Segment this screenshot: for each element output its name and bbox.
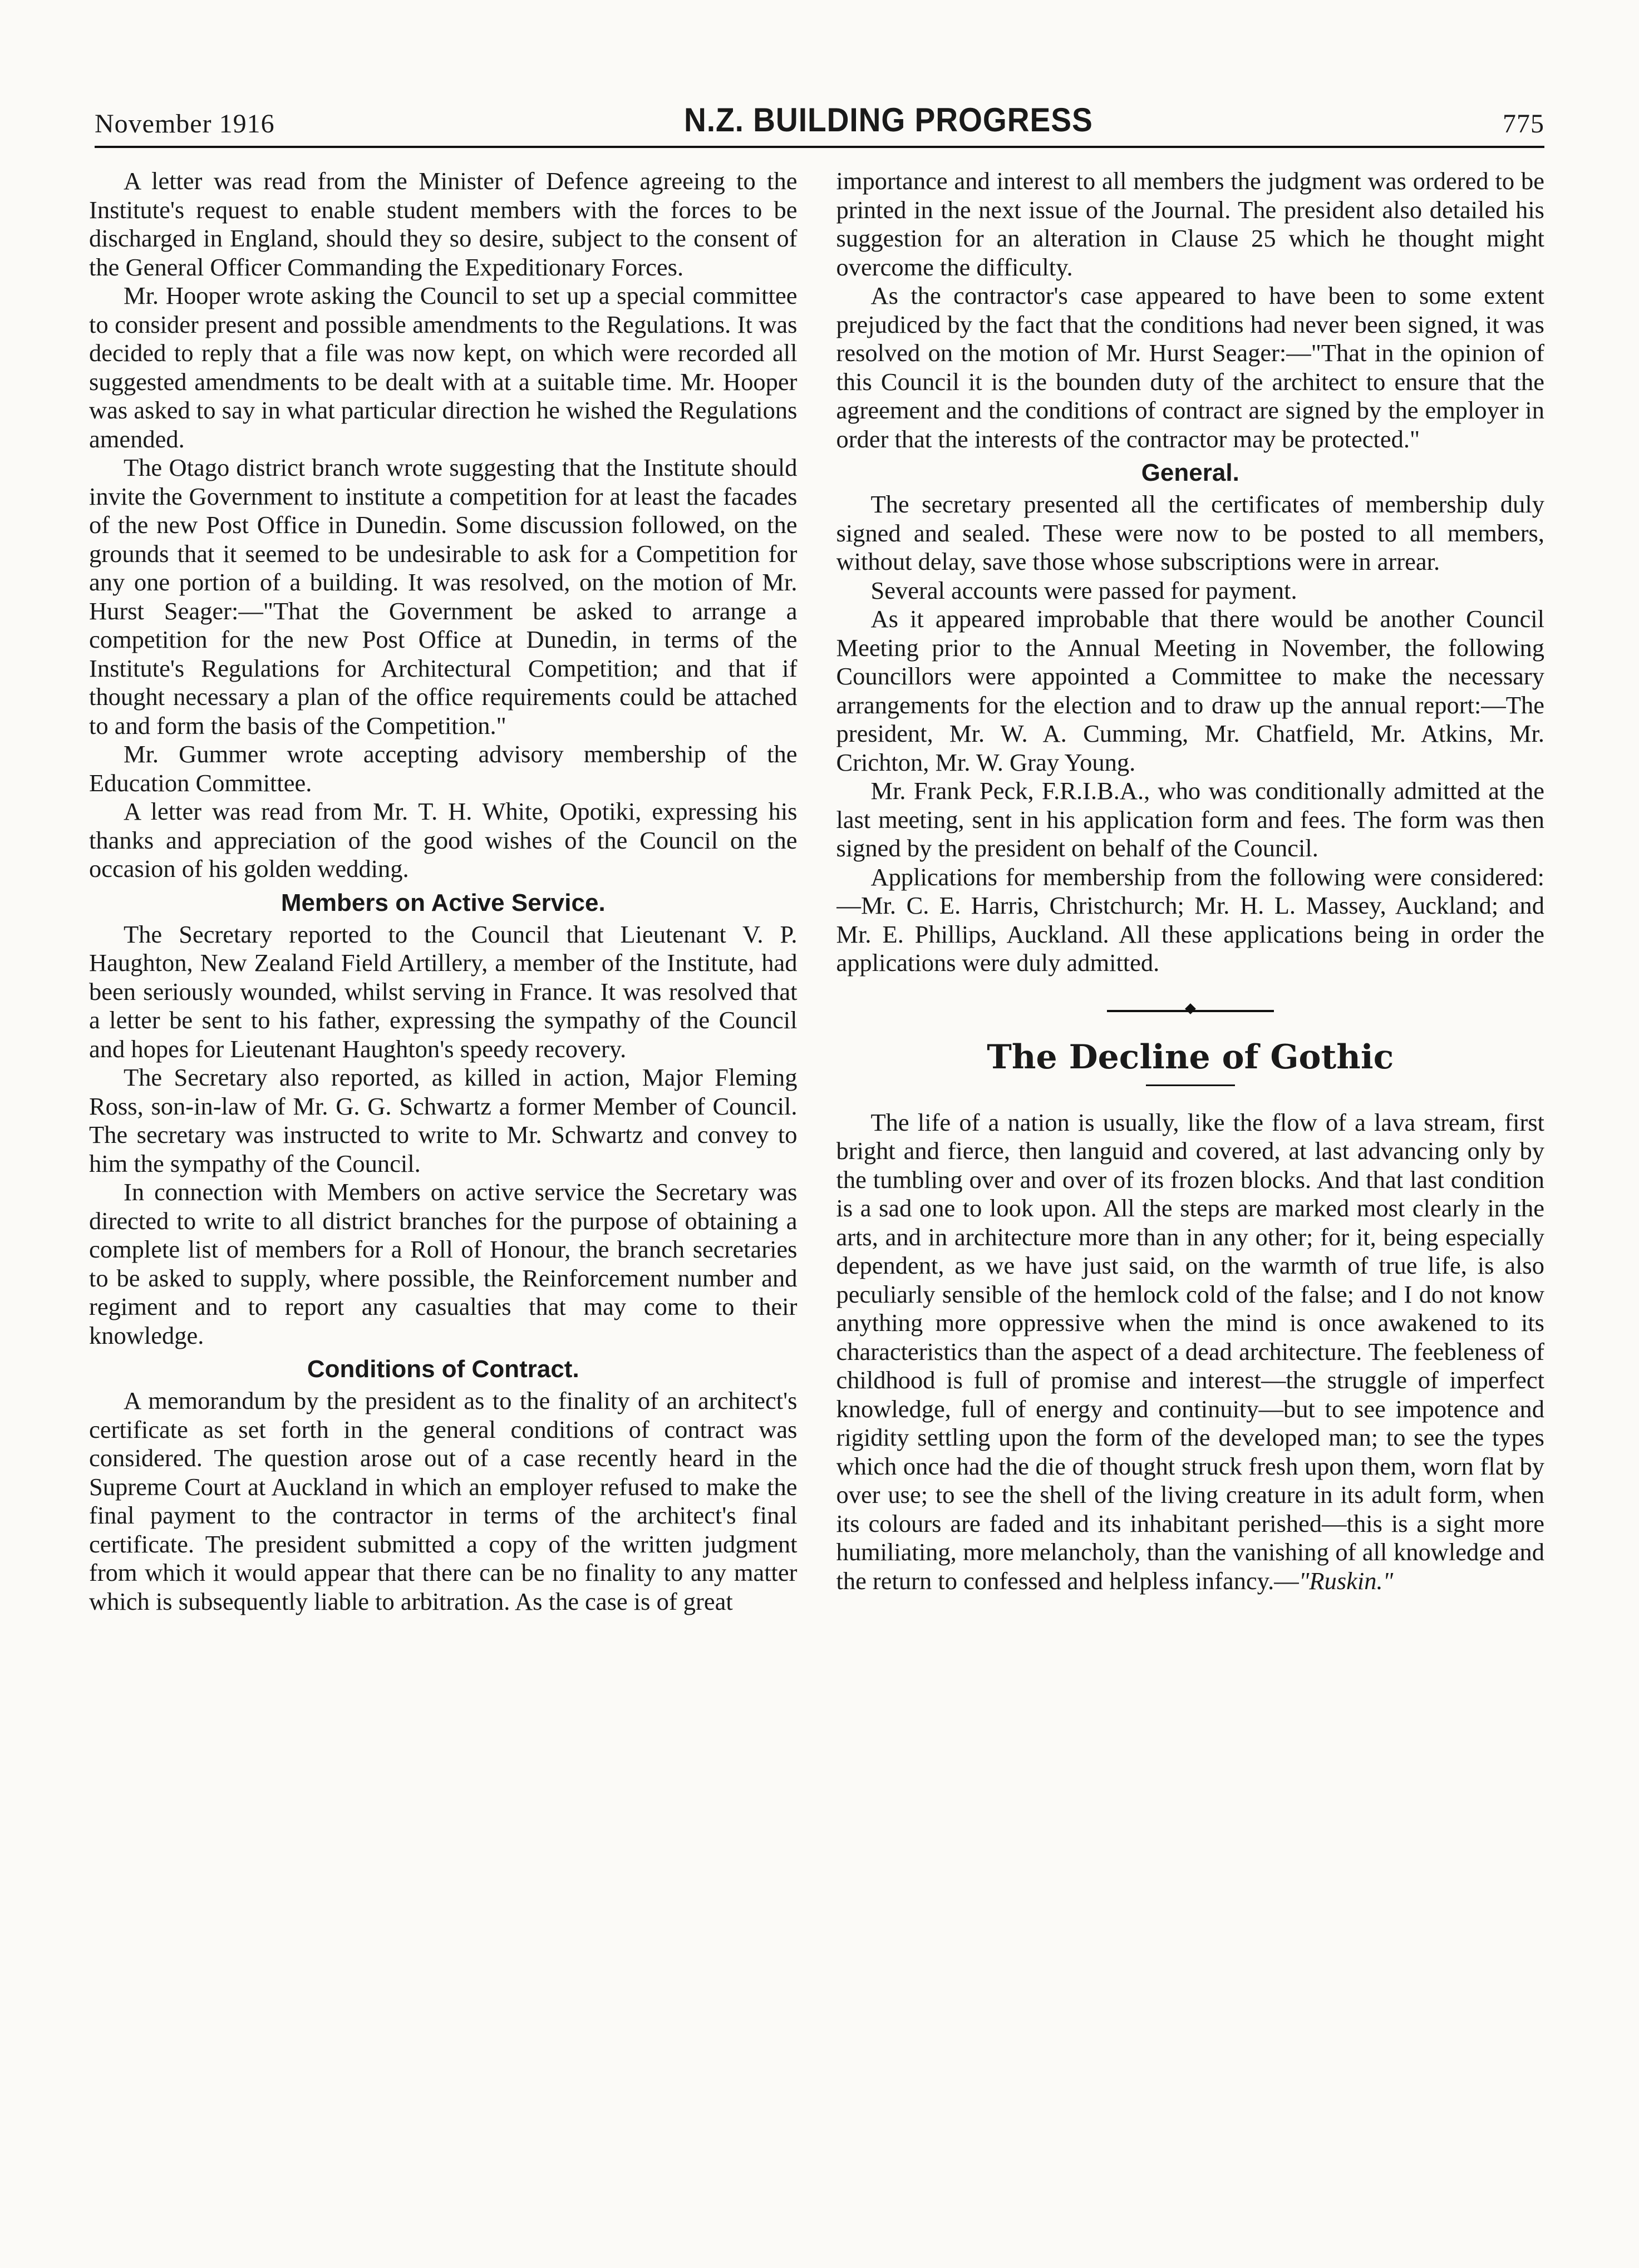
- paragraph-judgment-continued: importance and interest to all members the judgment was ordered to be printed in the next issue of the Journal. The president also detailed his suggestion for an alteration in Clause 25 which he thought might overcome the difficulty.: [836, 167, 1544, 281]
- heading-general: General.: [1141, 459, 1239, 486]
- paragraph-fleming-ross: The Secretary also reported, as killed in action, Major Fleming Ross, son-in-law of Mr. G. G. Schwartz a former Member of Council. The secretary was instructed to write to Mr. Schwartz and convey to him the sympathy of the Council.: [89, 1063, 798, 1177]
- paragraph-gummer: Mr. Gummer wrote accepting advisory membership of the Education Committee.: [89, 740, 798, 797]
- paragraph-memorandum: A memorandum by the president as to the finality of an architect's certificate as set forth in the general conditions of contract was considered. The question arose out of a case recently heard in the Supreme Court at Auckland in which an employer refused to make the final payment to the contractor in terms of the architect's final certificate. The president submitted a copy of the written judgment from which it would appear that there can be no finality to any matter which is subsequently liable to arbitration. As the case is of great: [89, 1387, 798, 1615]
- article-title: The Decline of Gothic: [987, 1037, 1394, 1077]
- article-body: [836, 1108, 1545, 1596]
- paragraph-haughton: The Secretary reported to the Council that Lieutenant V. P. Haughton, New Zealand Field Artillery, a member of the Institute, had been seriously wounded, whilst serving in France. It was resolved that a letter be sent to his father, expressing the sympathy of the Council and hopes for Lieutenant Haughton's speedy recovery.: [89, 920, 798, 1063]
- title-rule: [1146, 1084, 1235, 1086]
- heading-active-service: Members on Active Service.: [280, 889, 606, 916]
- divider-diamond-icon: [1185, 1003, 1196, 1014]
- paragraph-otago-competition: The Otago district branch wrote suggesting that the Institute should invite the Government to institute a competition for at least the facades of the new Post Office in Dunedin. Some discussion followed, on the grounds that it seemed to be undesirable to ask for a Competition for any one portion of a building. It was resolved, on the motion of Mr. Hurst Seager:—"That the Government be asked to arrange a competition for the new Post Office at Dunedin, in terms of the Institute's Regulations for Architectural Competition; and that if thought necessary a plan of the office requirements could be attached to and form the basis of the Competition.": [89, 453, 798, 739]
- right-column: [836, 167, 1545, 2151]
- paragraph-frank-peck: Mr. Frank Peck, F.R.I.B.A., who was conditionally admitted at the last meeting, sent in his application form and fees. The form was then signed by the president on behalf of the Council.: [836, 777, 1544, 862]
- article-attribution: "Ruskin.": [1298, 1566, 1394, 1595]
- text-columns: [89, 167, 1544, 2151]
- paragraph-hooper-regulations: Mr. Hooper wrote asking the Council to set up a special committee to consider present and possible amendments to the Regulations. It was decided to reply that a file was now kept, on which were recorded all suggested amendments to be dealt with at a suitable time. Mr. Hooper was asked to say in what particular direction he wished the Regulations amended.: [89, 282, 798, 453]
- running-header: [95, 83, 1544, 148]
- left-column: [89, 167, 798, 2151]
- paragraph-committee: As it appeared improbable that there would be another Council Meeting prior to the Annual Meeting in November, the following Councillors were appointed a Committee to make the necessary arrangements for the election and to draw up the annual report:—The president, Mr. W. A. Cumming, Mr. Chatfield, Mr. Atkins, Mr. Crichton, Mr. W. Gray Young.: [836, 605, 1544, 776]
- paragraph-contractor-case: As the contractor's case appeared to have been to some extent prejudiced by the fact that the conditions had never been signed, it was resolved on the motion of Mr. Hurst Seager:—"That in the opinion of this Council it is the bounden duty of the architect to ensure that the agreement and the conditions of contract are signed by the employer in order that the interests of the contractor may be protected.": [836, 282, 1544, 453]
- paragraph-roll-of-honour: In connection with Members on active service the Secretary was directed to write to all district branches for the purpose of obtaining a complete list of members for a Roll of Honour, the branch secretaries to be asked to supply, where possible, the Reinforcement number and regiment and to report any casualties that may come to their knowledge.: [89, 1178, 798, 1349]
- section-divider: [1107, 1010, 1274, 1015]
- paragraph-defence-letter: A letter was read from the Minister of Defence agreeing to the Institute's request to enable student members with the forces to be discharged in England, should they so desire, subject to the consent of the General Officer Commanding the Expeditionary Forces.: [89, 167, 798, 281]
- page-number: 775: [1503, 109, 1544, 139]
- heading-conditions-of-contract: Conditions of Contract.: [307, 1355, 579, 1383]
- journal-title: N.Z. BUILDING PROGRESS: [684, 101, 1094, 139]
- paragraph-accounts: Several accounts were passed for payment.: [870, 576, 1297, 604]
- paragraph-applications: Applications for membership from the following were considered:—Mr. C. E. Harris, Christchurch; Mr. H. L. Massey, Auckland; and Mr. E. Phillips, Auckland. All these applications being in order the applications were duly admitted.: [836, 862, 1544, 977]
- paragraph-white-letter: A letter was read from Mr. T. H. White, Opotiki, expressing his thanks and appreciation of the good wishes of the Council on the occasion of his golden wedding.: [89, 797, 798, 882]
- paragraph-certificates: The secretary presented all the certificates of membership duly signed and sealed. These were now to be posted to all members, without delay, save those whose subscriptions were in arrear.: [836, 490, 1544, 575]
- header-date: November 1916: [95, 109, 275, 139]
- article-text: The life of a nation is usually, like the flow of a lava stream, first bright and fierce, then languid and covered, at last advancing only by the tumbling over and over of its frozen blocks. And that last condition is a sad one to look upon. All the steps are marked most clearly in the arts, and in architecture more than in any other; for it, being especially dependent, as we have just said, on the warmth of true life, is also peculiarly sensible of the hemlock cold of the false; and I do not know anything more oppressive when the mind is once awakened to its characteristics than the aspect of a dead architecture. The feebleness of childhood is full of promise and interest—the struggle of imperfect knowledge, full of energy and continuity—but to see impotence and rigidity settling upon the form of the developed man; to see the types which once had the die of thought struck fresh upon them, worn flat by over use; to see the shell of the living creature in its adult form, when its colours are faded and its inhabitant perished—this is a sight more humiliating, more melancholy, than the vanishing of all knowledge and the return to confessed and helpless infancy.—: [836, 1108, 1544, 1595]
